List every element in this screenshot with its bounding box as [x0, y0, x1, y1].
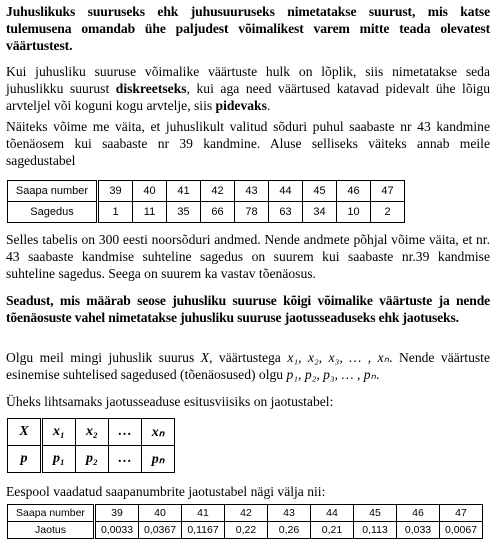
table-cell: 35 — [167, 202, 201, 223]
para6-text-c: . Nende väärtuste esinemise suhtelised sagedused (tõenäosused) olgu — [6, 350, 490, 382]
example-paragraph: Näiteks võime me väita, et juhuslikult valitud sõduri puhul saabaste nr 43 kandmine tõenäosem kui saabaste nr 39 kandmine. Aluse selliseks väiteks annab meile sagedustabel — [6, 119, 490, 168]
table-cell: p₁ — [42, 446, 76, 473]
table-cell: 39 — [98, 181, 133, 202]
term-discrete: diskreetseks — [115, 81, 187, 96]
table-row — [8, 202, 405, 223]
table-cell: X — [8, 419, 42, 446]
table-cell: 10 — [337, 202, 371, 223]
table-cell: 41 — [182, 505, 225, 522]
distribution-table-generic — [7, 418, 175, 473]
table-row — [8, 522, 483, 539]
symbol-x: X — [200, 350, 210, 365]
table-cell: 39 — [95, 505, 139, 522]
variable-values-paragraph — [6, 349, 490, 383]
table-cell: 45 — [354, 505, 397, 522]
table-cell: 0,1167 — [182, 522, 225, 539]
probabilities-sequence: p₁, p₂, p₃, … , pₙ — [286, 367, 376, 382]
table-cell: 40 — [133, 181, 167, 202]
row-label-shoe-number: Saapa number — [8, 505, 95, 522]
table-cell: 0,0033 — [95, 522, 139, 539]
table-cell: 78 — [235, 202, 269, 223]
table-cell: 1 — [98, 202, 133, 223]
table-cell: x₁ — [42, 419, 76, 446]
table-cell: 42 — [225, 505, 268, 522]
table-cell: 42 — [201, 181, 235, 202]
para6-text-d: . — [375, 367, 380, 382]
table-cell: 66 — [201, 202, 235, 223]
para2-text-e: . — [266, 98, 271, 113]
table-cell: 34 — [303, 202, 337, 223]
row-label-frequency: Sagedus — [8, 202, 98, 223]
definition-distribution-law: Seadust, mis määrab seose juhusliku suuruse kõigi võimalike väärtuste ja nende tõenäosuste vahel nimetatakse juhusliku suuruse jaotusseaduseks ehk jaotuseks. — [6, 293, 490, 325]
table-cell: 0,21 — [311, 522, 354, 539]
frequency-table — [7, 180, 405, 223]
table-cell: … — [109, 419, 142, 446]
definition-random-variable: Juhuslikuks suuruseks ehk juhusuuruseks nimetatakse suurust, mis katse tulemusena omandab ühe paljudest võimalikest varem mitte teada olevatest väärtustest. — [6, 4, 490, 53]
table-cell: 47 — [371, 181, 405, 202]
table-row — [8, 181, 405, 202]
table-row — [8, 419, 175, 446]
distribution-table-intro: Üheks lihtsamaks jaotusseaduse esitusviisiks on jaotustabel: — [6, 394, 334, 409]
table-cell: 63 — [269, 202, 303, 223]
table-cell: 0,0067 — [440, 522, 483, 539]
table-cell: p — [8, 446, 42, 473]
shoe-distribution-intro: Eespool vaadatud saapanumbrite jaotustabel nägi välja nii: — [6, 484, 326, 499]
table-cell: 44 — [269, 181, 303, 202]
table-cell: pₙ — [142, 446, 175, 473]
table-cell: 0,113 — [354, 522, 397, 539]
table-cell: 0,0367 — [139, 522, 182, 539]
table-cell: 0,033 — [397, 522, 440, 539]
table-cell: 0,22 — [225, 522, 268, 539]
row-label-shoe-number: Saapa number — [8, 181, 98, 202]
para6-text-a: Olgu meil mingi juhuslik suurus — [6, 350, 201, 365]
table-cell: x₂ — [76, 419, 109, 446]
table-cell: 2 — [371, 202, 405, 223]
table-cell: 41 — [167, 181, 201, 202]
table-cell: 44 — [311, 505, 354, 522]
discrete-continuous-paragraph — [6, 63, 490, 114]
para6-text-b: , väärtustega — [209, 350, 288, 365]
table-cell: xₙ — [142, 419, 175, 446]
table-cell: 45 — [303, 181, 337, 202]
values-sequence: x₁, x₂, x₃, … , xₙ — [287, 350, 390, 365]
table-cell: 11 — [133, 202, 167, 223]
data-explanation-paragraph: Selles tabelis on 300 eesti noorsõduri andmed. Nende andmete põhjal võime väita, et nr. 43 saabaste kandmise suhteline sagedus on suurem kui saabaste nr.39 kandmise suhteline sagedus. Seega on suurem ka vastav tõenäosus. — [6, 232, 490, 281]
table-cell: 0,26 — [268, 522, 311, 539]
table-cell: 43 — [235, 181, 269, 202]
row-label-distribution: Jaotus — [8, 522, 95, 539]
para2-text-c: , kui aga need väärtused katavad pidevalt ühe lõigu arvteljel või koguni kogu arvtelje, siis — [6, 81, 490, 113]
table-cell: 40 — [139, 505, 182, 522]
table-cell: p₂ — [76, 446, 109, 473]
term-continuous: pidevaks — [215, 98, 267, 113]
table-cell: … — [109, 446, 142, 473]
table-row — [8, 446, 175, 473]
para2-text-a: Kui juhusliku suuruse võimalike väärtuste hulk on lõplik, siis nimetatakse seda juhuslikku suurust — [6, 64, 490, 96]
shoe-distribution-table — [7, 504, 483, 539]
table-cell: 46 — [337, 181, 371, 202]
table-row — [8, 505, 483, 522]
table-cell: 46 — [397, 505, 440, 522]
table-cell: 43 — [268, 505, 311, 522]
table-cell: 47 — [440, 505, 483, 522]
